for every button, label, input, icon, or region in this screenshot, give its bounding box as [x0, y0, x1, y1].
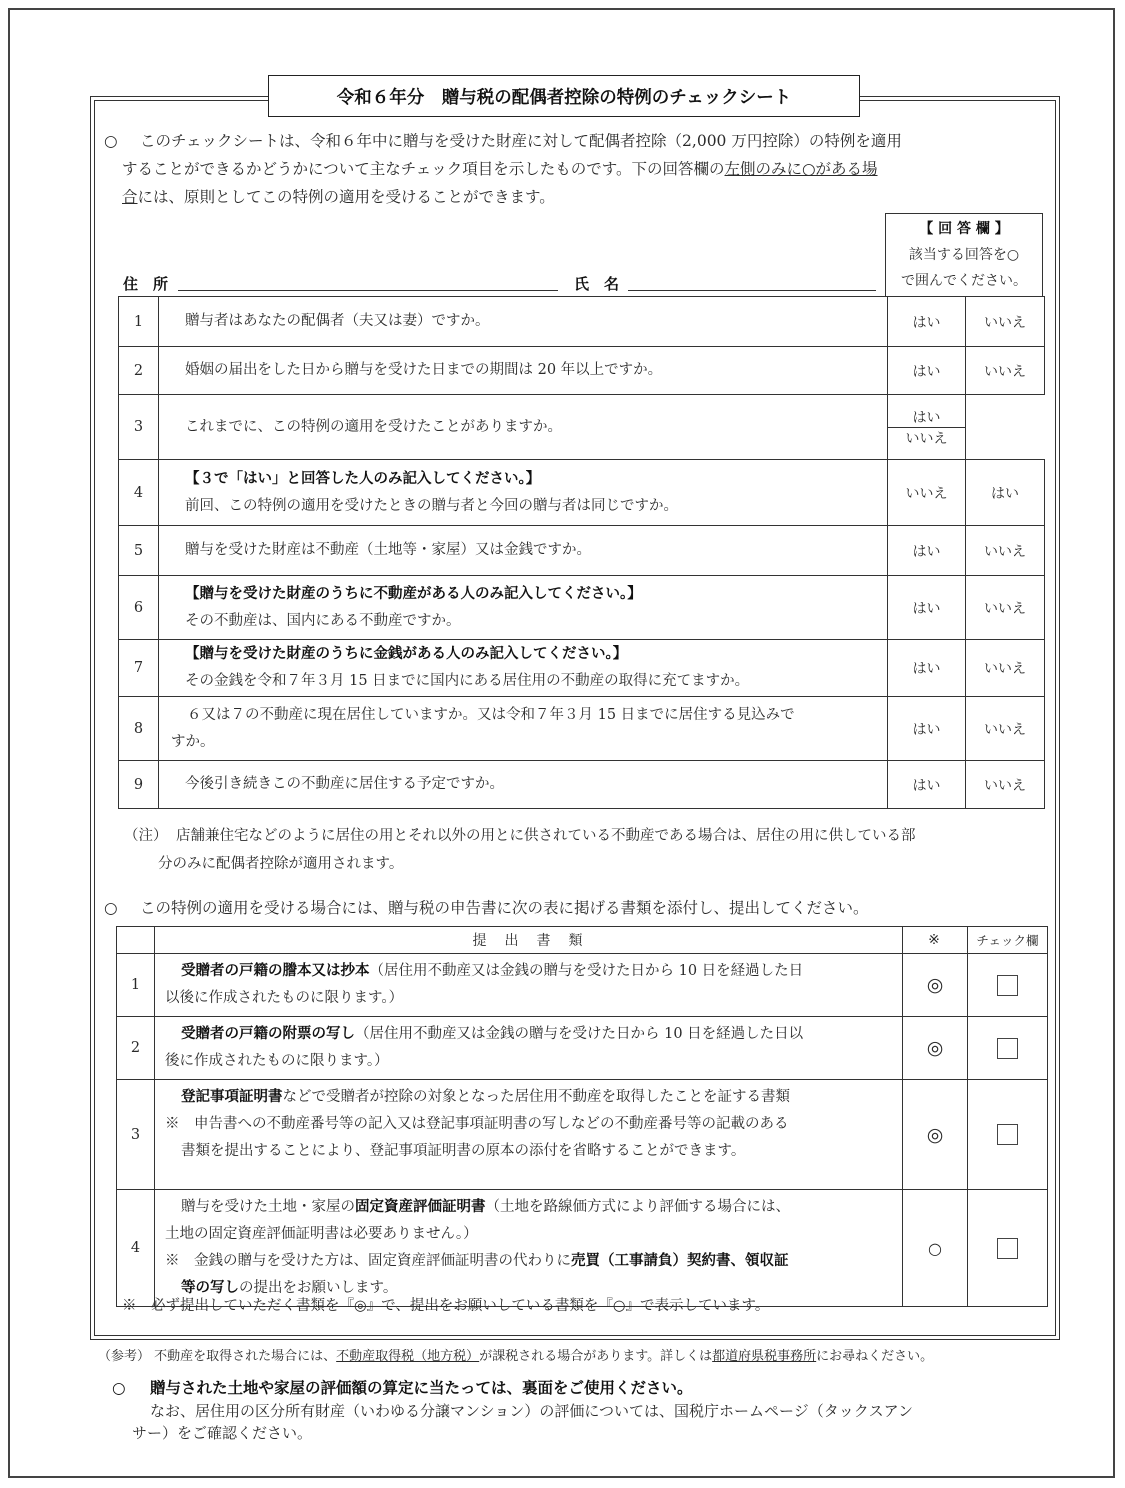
doc-line-2: ※ 申告書への不動産番号等の記入又は登記事項証明書の写しなどの不動産番号等の記載のある [165, 1116, 789, 1132]
address-field[interactable] [178, 290, 558, 291]
table-row [117, 1017, 1048, 1080]
question-text: 婚姻の届出をした日から贈与を受けた日までの期間は 20 年以上ですか。 [159, 347, 888, 395]
answer-header-instruction-2: で囲んでください。 [901, 273, 1027, 289]
doc-line-2: 後に作成されたものに限ります。） [165, 1053, 389, 1069]
answer-option-right[interactable]: いいえ [966, 576, 1045, 640]
doc-description [155, 1190, 903, 1307]
answer-option-left[interactable]: はい [888, 640, 966, 697]
address-label: 住 所 [123, 275, 169, 293]
question-number: 3 [119, 395, 159, 460]
question-body: 前回、この特例の適用を受けたときの贈与者と今回の贈与者は同じですか。 [185, 497, 678, 514]
table-row [119, 697, 1045, 761]
note-line-2: 分のみに配偶者控除が適用されます。 [158, 856, 404, 872]
intro-line-1: このチェックシートは、令和６年中に贈与を受けた財産に対して配偶者控除（2,000 万円控除）の特例を適用 [140, 132, 902, 150]
doc-line-3 [165, 1248, 894, 1275]
reference-tax-name: 不動産取得税（地方税） [336, 1349, 480, 1364]
question-number: 6 [119, 576, 159, 640]
doc-required-mark: ◎ [903, 1017, 968, 1080]
doc-line-3: 書類を提出することにより、登記事項証明書の原本の添付を省略することができます。 [181, 1143, 746, 1159]
section2-text: この特例の適用を受ける場合には、贈与税の申告書に次の表に掲げる書類を添付し、提出してください。 [140, 899, 869, 917]
intro-emphasis: 左側のみに○がある場 [724, 160, 878, 178]
question-text: これまでに、この特例の適用を受けたことがありますか。 [159, 395, 888, 460]
table-row [119, 526, 1045, 576]
answer-option-bottom[interactable]: いいえ [905, 430, 948, 447]
doc-number: 3 [117, 1080, 155, 1190]
reference-note [98, 1346, 933, 1368]
doc-line-1 [165, 1021, 894, 1048]
doc-name: 登記事項証明書 [181, 1089, 283, 1105]
final-line-2: なお、居住用の区分所有財産（いわゆる分譲マンション）の評価については、国税庁ホームページ（タックスアン [150, 1402, 913, 1420]
doc-line-1 [165, 1194, 894, 1221]
header-documents: 提 出 書 類 [155, 927, 903, 954]
checkbox[interactable] [997, 1038, 1018, 1059]
answer-option-left[interactable]: はい [888, 526, 966, 576]
intro-line-2-text: することができるかどうかについて主なチェック項目を示したものです。下の回答欄の [122, 160, 725, 178]
doc-condition: （居住用不動産又は金銭の贈与を受けた日から 10 日を経過した日 [369, 963, 804, 979]
question-condition: 【贈与を受けた財産のうちに不動産がある人のみ記入してください。】 [185, 585, 642, 602]
doc-alt-name: 売買（工事請負）契約書、領収証 [571, 1253, 789, 1269]
question-table [118, 296, 1045, 809]
doc-line-2: 土地の固定資産評価証明書は必要ありません。） [165, 1226, 478, 1242]
doc-note: ※ 金銭の贈与を受けた方は、固定資産評価証明書の代わりに [165, 1253, 571, 1269]
page-title: 令和６年分 贈与税の配偶者控除の特例のチェックシート [268, 75, 860, 117]
table-row [119, 576, 1045, 640]
doc-line-2: 以後に作成されたものに限ります。） [165, 990, 404, 1006]
doc-optional-mark: ○ [903, 1190, 968, 1307]
question-text [159, 640, 888, 697]
doc-check-cell [968, 954, 1048, 1017]
checkbox[interactable] [997, 1238, 1018, 1259]
answer-option-right[interactable]: いいえ [966, 526, 1045, 576]
answer-option-split [888, 395, 966, 460]
table-row [119, 460, 1045, 526]
doc-description [155, 1080, 903, 1190]
doc-line-1 [165, 958, 894, 985]
answer-blank [966, 395, 1045, 460]
doc-name: 固定資産評価証明書 [355, 1199, 486, 1215]
reference-office-name: 都道府県税事務所 [712, 1349, 817, 1364]
answer-option-right[interactable]: いいえ [966, 697, 1045, 761]
question-text: 贈与者はあなたの配偶者（夫又は妻）ですか。 [159, 297, 888, 347]
question-condition: 【贈与を受けた財産のうちに金銭がある人のみ記入してください。】 [185, 646, 628, 662]
question-number: 2 [119, 347, 159, 395]
table-row [117, 1190, 1048, 1307]
header-mark: ※ [903, 927, 968, 954]
header-number [117, 927, 155, 954]
doc-required-mark: ◎ [903, 954, 968, 1017]
doc-note-end: の提出をお願いします。 [239, 1280, 398, 1296]
intro-line-2 [122, 155, 1057, 183]
answer-option-right[interactable]: いいえ [966, 297, 1045, 347]
checkbox[interactable] [997, 1124, 1018, 1145]
note-line-1: 店舗兼住宅などのように居住の用とそれ以外の用とに供されている不動産である場合は、居住の用に供している部 [176, 828, 916, 844]
doc-name: 受贈者の戸籍の謄本又は抄本 [181, 963, 370, 979]
question-text [159, 697, 888, 761]
answer-option-right[interactable]: はい [966, 460, 1045, 526]
table-row [119, 297, 1045, 347]
answer-option-right[interactable]: いいえ [966, 347, 1045, 395]
doc-description [155, 954, 903, 1017]
question-text: 今後引き続きこの不動産に居住する予定ですか。 [159, 761, 888, 809]
question-body-line-1: ６又は７の不動産に現在居住していますか。又は令和７年３月 15 日までに居住する見込みで [187, 706, 795, 723]
doc-number: 4 [117, 1190, 155, 1307]
reference-text-a: 不動産を取得された場合には、 [154, 1349, 337, 1364]
note-label: （注） [124, 828, 168, 844]
answer-option-left[interactable]: はい [888, 297, 966, 347]
name-field[interactable] [628, 290, 876, 291]
table-row [119, 395, 1045, 460]
doc-check-cell [968, 1190, 1048, 1307]
doc-check-cell [968, 1017, 1048, 1080]
question-body-line-2: すか。 [171, 733, 215, 750]
table-row [117, 954, 1048, 1017]
checkbox[interactable] [997, 975, 1018, 996]
final-heading: 贈与された土地や家屋の評価額の算定に当たっては、裏面をご使用ください。 [150, 1379, 693, 1397]
answer-option-left[interactable]: はい [888, 576, 966, 640]
question-body: その不動産は、国内にある不動産ですか。 [185, 612, 461, 629]
doc-prefix: 贈与を受けた土地・家屋の [181, 1199, 355, 1215]
intro-line-3-text: には、原則としてこの特例の適用を受けることができます。 [137, 188, 555, 206]
intro-line-3 [122, 183, 555, 211]
section2-bullet: ○ [104, 899, 118, 917]
reference-text-c: が課税される場合があります。詳しくは [479, 1349, 713, 1364]
doc-number: 1 [117, 954, 155, 1017]
documents-table [116, 926, 1048, 1307]
question-body: その金銭を令和７年３月 15 日までに国内にある居住用の不動産の取得に充てますか。 [185, 673, 750, 689]
question-condition: 【３で「はい」と回答した人のみ記入してください。】 [185, 470, 541, 487]
answer-option-right[interactable]: いいえ [966, 640, 1045, 697]
doc-alt-name-end: 等の写し [181, 1280, 239, 1296]
answer-option-left[interactable]: はい [888, 347, 966, 395]
answer-column-header [885, 213, 1043, 297]
question-text [159, 460, 888, 526]
answer-header-instruction-1: 該当する回答を○ [908, 247, 1020, 263]
answer-option-left[interactable]: はい [888, 761, 966, 809]
doc-required-mark: ◎ [903, 1080, 968, 1190]
table-row [117, 1080, 1048, 1190]
intro-emphasis-end: 合 [122, 188, 138, 206]
question-number: 7 [119, 640, 159, 697]
question-number: 4 [119, 460, 159, 526]
doc-condition: （土地を路線価方式により評価する場合には、 [485, 1199, 790, 1215]
answer-option-top[interactable]: はい [888, 407, 965, 428]
reference-text-e: にお尋ねください。 [816, 1349, 934, 1364]
doc-check-cell [968, 1080, 1048, 1190]
intro-bullet: ○ [104, 132, 118, 150]
question-number: 9 [119, 761, 159, 809]
doc-name: 受贈者の戸籍の附票の写し [181, 1026, 355, 1042]
question-number: 1 [119, 297, 159, 347]
answer-option-left[interactable]: はい [888, 697, 966, 761]
name-label: 氏 名 [574, 275, 620, 293]
final-line-3: サー）をご確認ください。 [132, 1424, 313, 1442]
doc-condition: （居住用不動産又は金銭の贈与を受けた日から 10 日を経過した日以 [355, 1026, 804, 1042]
doc-description [155, 1017, 903, 1080]
doc-condition: などで受贈者が控除の対象となった居住用不動産を取得したことを証する書類 [282, 1089, 790, 1105]
doc-number: 2 [117, 1017, 155, 1080]
documents-footnote: ※ 必ず提出していただく書類を『◎』で、提出をお願いしている書類を『○』で表示しています。 [122, 1298, 770, 1314]
table-row [119, 640, 1045, 697]
final-bullet: ○ [112, 1379, 126, 1397]
table-row [119, 761, 1045, 809]
reference-label: （参考） [98, 1349, 151, 1364]
header-check: チェック欄 [968, 927, 1048, 954]
question-number: 5 [119, 526, 159, 576]
answer-option-right[interactable]: いいえ [966, 761, 1045, 809]
table-row [119, 347, 1045, 395]
question-text: 贈与を受けた財産は不動産（土地等・家屋）又は金銭ですか。 [159, 526, 888, 576]
question-number: 8 [119, 697, 159, 761]
question-text [159, 576, 888, 640]
doc-line-1 [165, 1084, 894, 1111]
answer-option-left[interactable]: いいえ [888, 460, 966, 526]
answer-header-title: 【 回 答 欄 】 [919, 221, 1009, 237]
table-header-row [117, 927, 1048, 954]
